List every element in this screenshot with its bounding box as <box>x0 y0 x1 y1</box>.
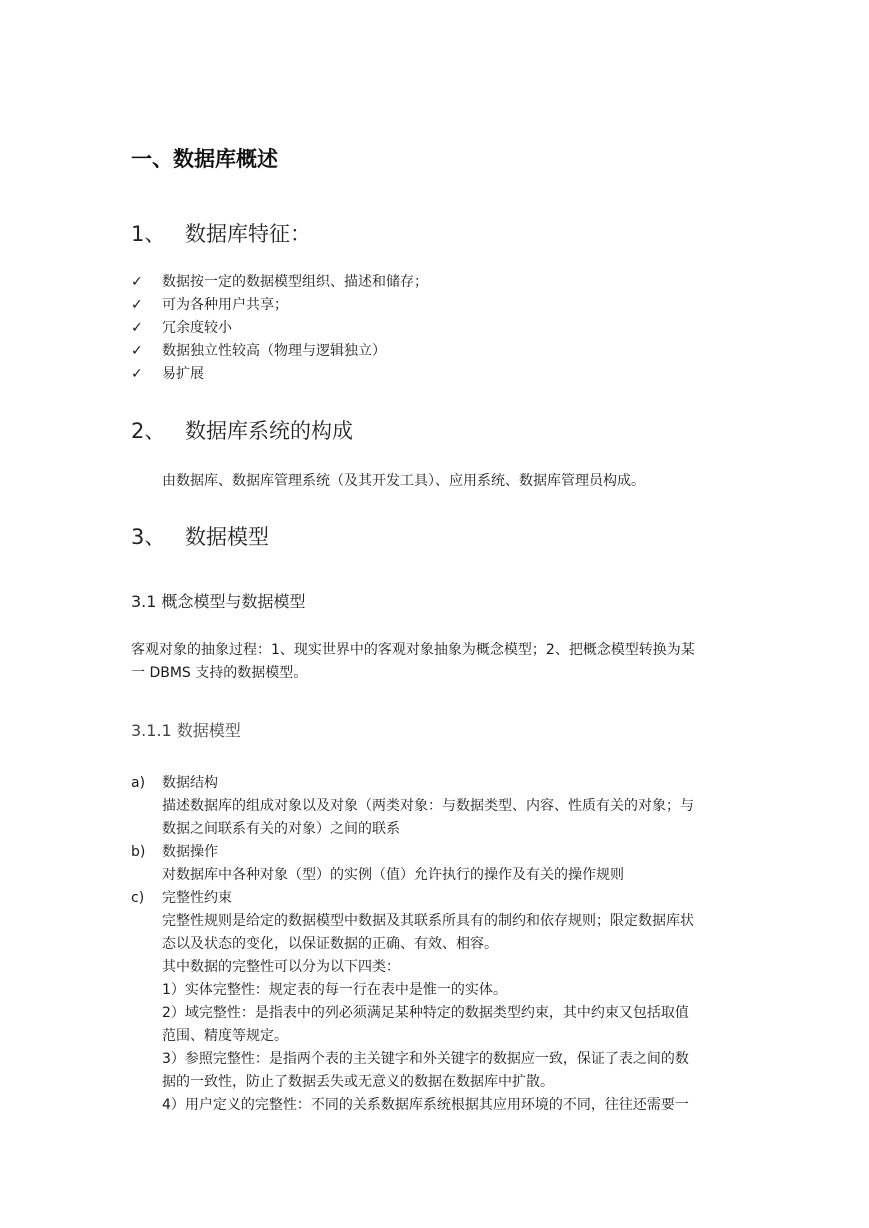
list-item-text: 冗余度较小 <box>162 320 232 336</box>
section-3-title: 数据模型 <box>185 525 269 549</box>
list-item <box>131 841 741 887</box>
list-item-title: 数据结构 <box>162 775 218 791</box>
chapter-heading: 一、数据库概述 <box>131 147 278 171</box>
paragraph-line: 其中数据的完整性可以分为以下四类： <box>162 959 400 975</box>
check-icon: ✓ <box>131 320 143 336</box>
check-icon: ✓ <box>131 297 143 313</box>
list-item <box>131 271 428 294</box>
paragraph-line: 4）用户定义的完整性：不同的关系数据库系统根据其应用环境的不同，往往还需要一 <box>162 1097 689 1113</box>
paragraph-line: 范围、精度等规定。 <box>162 1028 288 1044</box>
subsection-3-1-paragraph <box>131 639 695 685</box>
paragraph-line: 客观对象的抽象过程：1、现实世界中的客观对象抽象为概念模型；2、把概念模型转换为某 <box>131 642 695 658</box>
section-2-paragraph: 由数据库、数据库管理系统（及其开发工具）、应用系统、数据库管理员构成。 <box>162 473 645 489</box>
list-item-label: b) <box>131 844 146 860</box>
subsection-3-1-heading: 3.1 概念模型与数据模型 <box>131 592 306 611</box>
subsection-3-1-1-heading: 3.1.1 数据模型 <box>131 721 241 740</box>
list-item-text: 可为各种用户共享； <box>162 297 288 313</box>
feature-list <box>131 271 428 386</box>
section-1-number: 1、 <box>131 222 166 246</box>
section-2-title: 数据库系统的构成 <box>185 419 353 443</box>
list-item-text: 数据独立性较高（物理与逻辑独立） <box>162 343 386 359</box>
paragraph-line: 数据之间联系有关的对象）之间的联系 <box>162 821 400 837</box>
list-item <box>131 317 428 340</box>
list-item-label: c) <box>131 890 145 906</box>
paragraph-line: 1）实体完整性：规定表的每一行在表中是惟一的实体。 <box>162 982 507 998</box>
list-item-title: 完整性约束 <box>162 890 232 906</box>
list-item <box>131 294 428 317</box>
section-1-heading <box>131 218 311 248</box>
section-3-number: 3、 <box>131 525 166 549</box>
section-3-heading <box>131 521 269 551</box>
paragraph-line: 据的一致性，防止了数据丢失或无意义的数据在数据库中扩散。 <box>162 1074 554 1090</box>
list-item <box>131 340 428 363</box>
section-2-number: 2、 <box>131 419 166 443</box>
list-item-text: 易扩展 <box>162 366 204 382</box>
data-model-list <box>131 772 741 1117</box>
list-item-title: 数据操作 <box>162 844 218 860</box>
paragraph-line: 2）域完整性：是指表中的列必须满足某种特定的数据类型约束，其中约束又包括取值 <box>162 1005 689 1021</box>
paragraph-line: 态以及状态的变化，以保证数据的正确、有效、相容。 <box>162 936 498 952</box>
check-icon: ✓ <box>131 343 143 359</box>
paragraph-line: 一 DBMS 支持的数据模型。 <box>131 665 308 681</box>
section-1-title: 数据库特征： <box>185 222 311 246</box>
check-icon: ✓ <box>131 274 143 290</box>
paragraph-line: 完整性规则是给定的数据模型中数据及其联系所具有的制约和依存规则；限定数据库状 <box>162 913 694 929</box>
paragraph-line: 描述数据库的组成对象以及对象（两类对象：与数据类型、内容、性质有关的对象；与 <box>162 798 694 814</box>
list-item <box>131 887 741 1117</box>
list-item <box>131 772 741 841</box>
paragraph-line: 3）参照完整性：是指两个表的主关键字和外关键字的数据应一致，保证了表之间的数 <box>162 1051 689 1067</box>
list-item <box>131 363 428 386</box>
section-2-heading <box>131 415 353 445</box>
list-item-label: a) <box>131 775 146 791</box>
list-item-text: 数据按一定的数据模型组织、描述和储存； <box>162 274 428 290</box>
paragraph-line: 对数据库中各种对象（型）的实例（值）允许执行的操作及有关的操作规则 <box>162 867 624 883</box>
check-icon: ✓ <box>131 366 143 382</box>
